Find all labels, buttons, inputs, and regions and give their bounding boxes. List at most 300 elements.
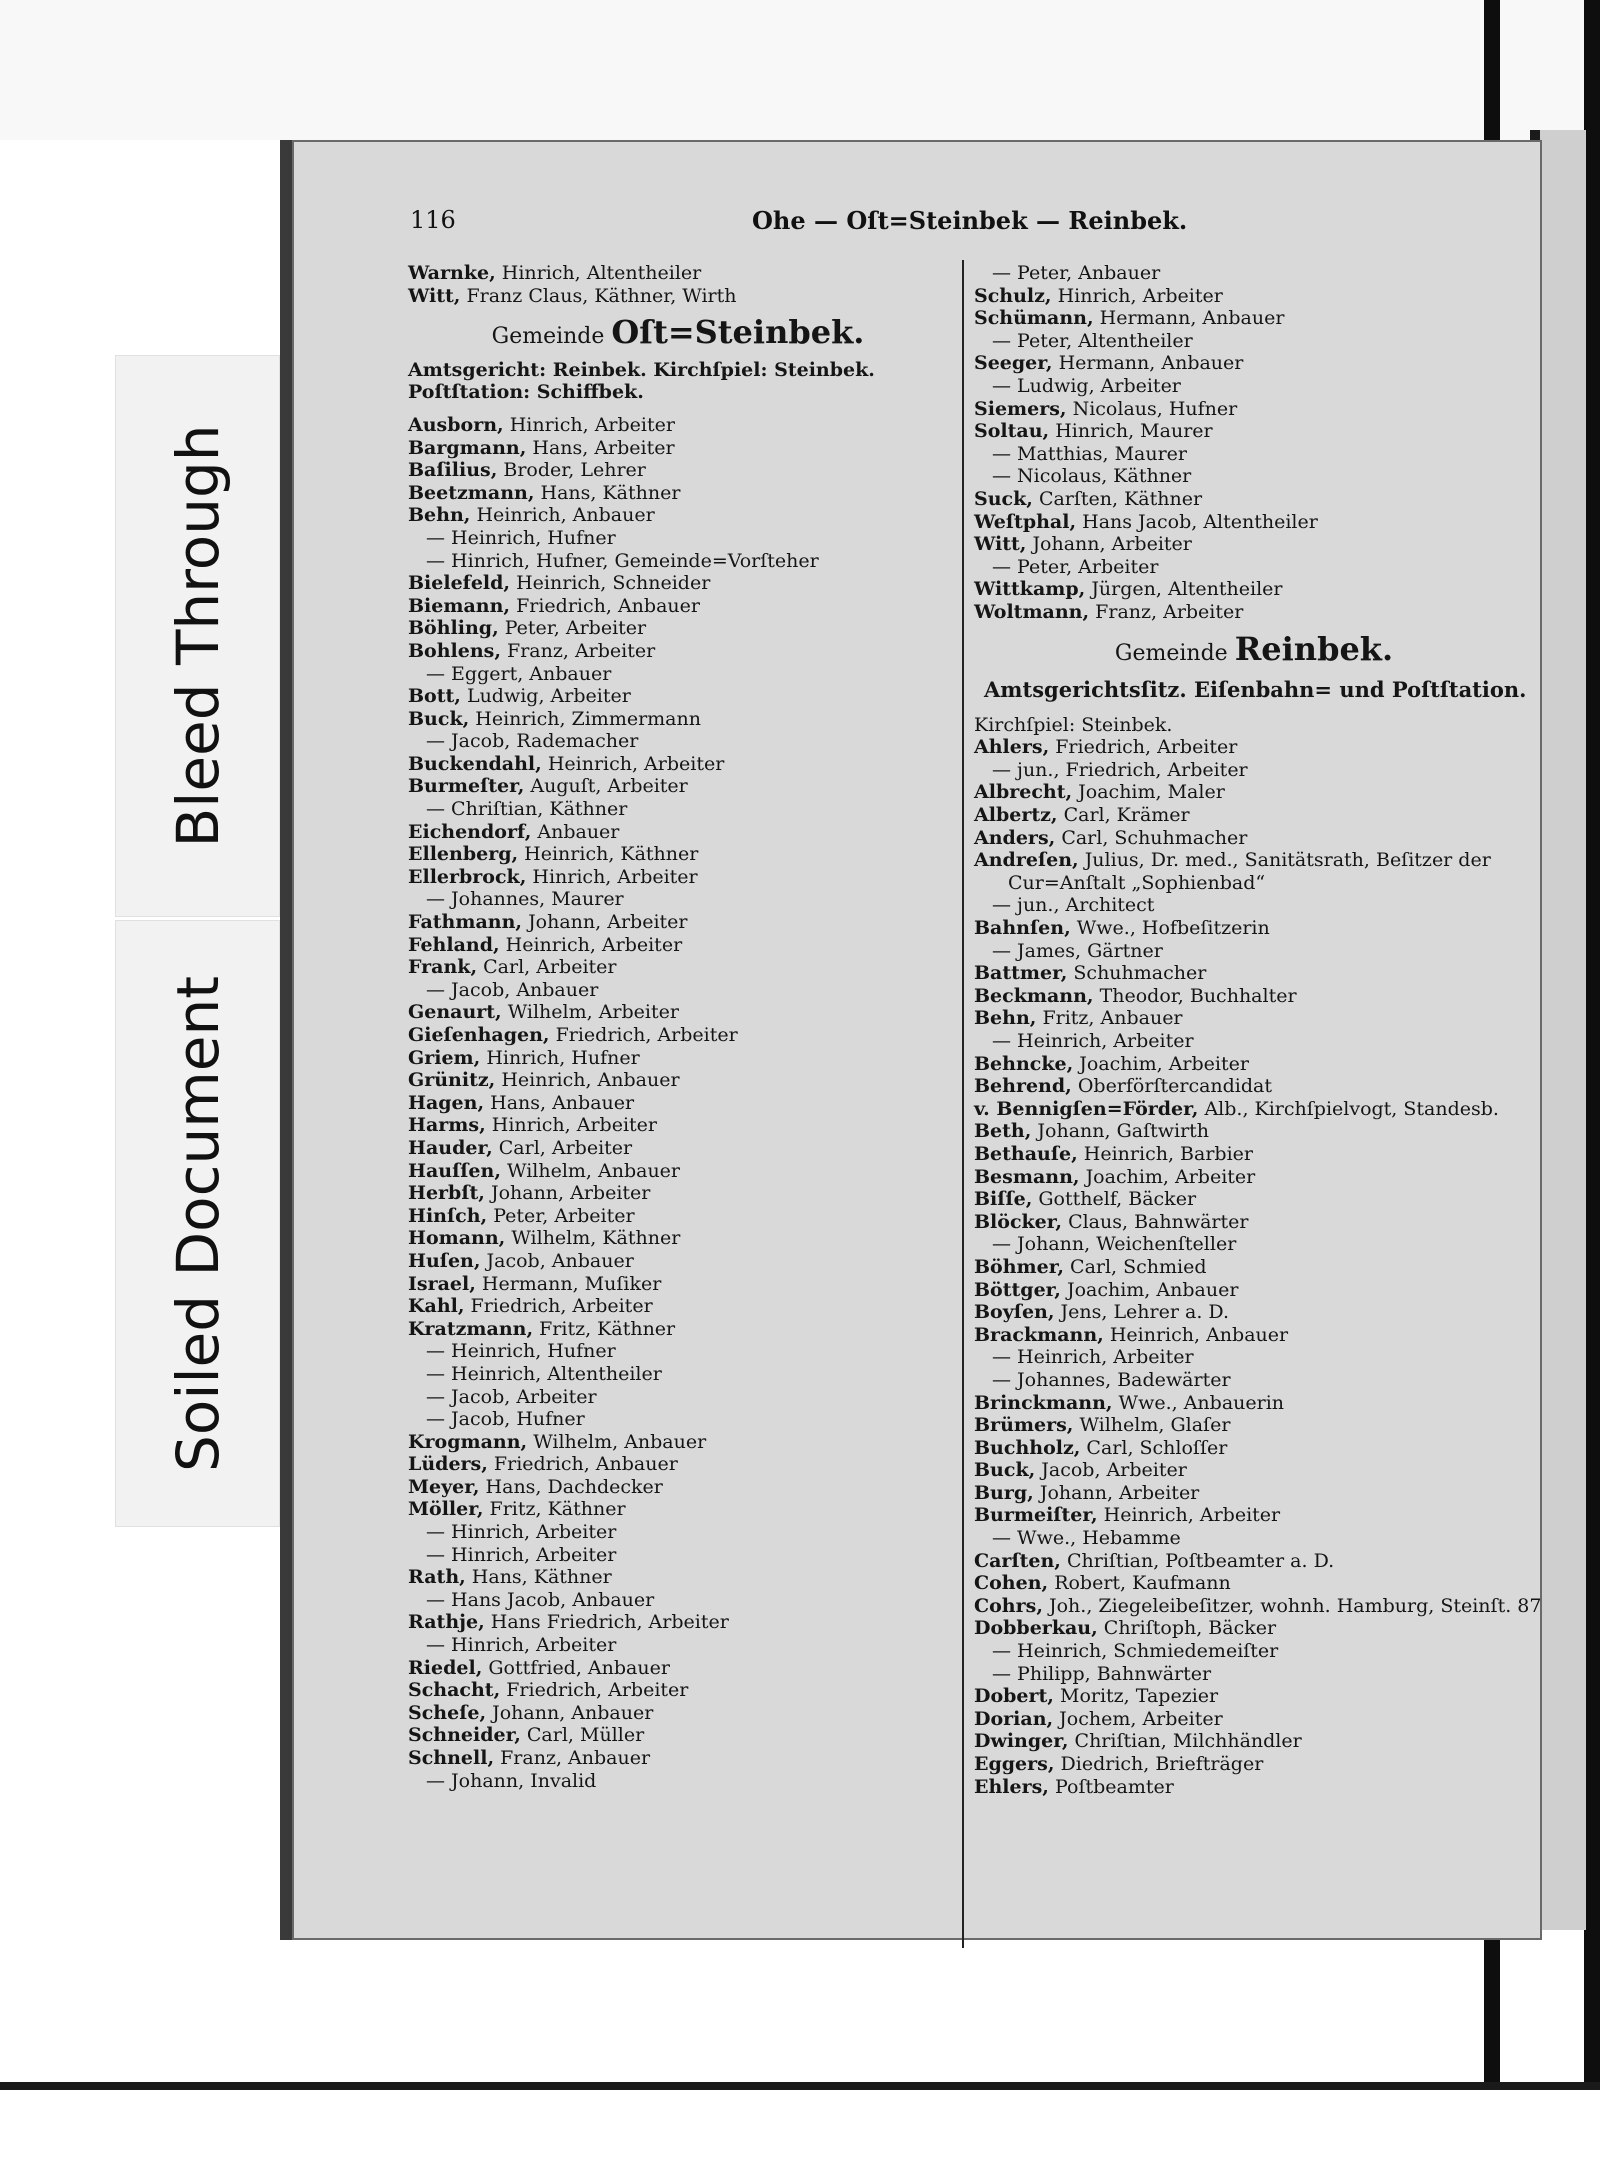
directory-entry xyxy=(974,1640,1534,1663)
entry-surname: Suck, xyxy=(974,487,1033,510)
entry-details: Jacob, Anbauer xyxy=(451,978,599,1001)
entry-surname: Rath, xyxy=(408,1566,466,1589)
entry-details: Johannes, Maurer xyxy=(451,888,624,911)
scan-background xyxy=(0,0,1600,140)
entry-details: Hans, Käthner xyxy=(471,1566,612,1589)
entry-details: Jacob, Anbauer xyxy=(486,1249,634,1272)
entry-details: Johann, Arbeiter xyxy=(1039,1481,1200,1504)
entry-details: Fritz, Käthner xyxy=(539,1317,676,1340)
entry-surname: Böttger, xyxy=(974,1278,1061,1301)
directory-entry xyxy=(408,1092,948,1115)
entry-surname: Buck, xyxy=(974,1459,1036,1482)
entry-details: Hans Jacob, Anbauer xyxy=(451,1588,655,1611)
entry-details: Hinrich, Maurer xyxy=(1055,420,1213,443)
directory-entry xyxy=(408,775,948,798)
page-number: 116 xyxy=(410,206,456,234)
entry-details: Heinrich, Barbier xyxy=(1083,1142,1253,1165)
entry-details: Joh., Ziegeleibeſitzer, wohnh. Hamburg, Steinſt. 87 xyxy=(1048,1594,1542,1617)
directory-entry xyxy=(974,1030,1534,1053)
entry-surname: Bethauſe, xyxy=(974,1142,1078,1165)
entry-details: Hermann, Muſiker xyxy=(481,1272,662,1295)
directory-entry xyxy=(974,262,1534,285)
entry-details: Heinrich, Zimmermann xyxy=(475,707,701,730)
entry-surname: Schacht, xyxy=(408,1679,501,1702)
entry-surname: — xyxy=(992,262,1011,284)
directory-entry xyxy=(408,753,948,776)
entry-surname: Anders, xyxy=(974,826,1056,849)
entry-surname: Brackmann, xyxy=(974,1323,1104,1346)
entry-details: Hinrich, Arbeiter xyxy=(1057,284,1223,307)
directory-entry xyxy=(408,1001,948,1024)
entry-surname: Eichendorf, xyxy=(408,820,532,843)
directory-entry xyxy=(408,1295,948,1318)
entry-surname: — xyxy=(426,978,445,1001)
entry-surname: — xyxy=(992,1030,1011,1052)
entry-surname: Dwinger, xyxy=(974,1730,1069,1753)
ost-steinbek-info-line-2: Poſtſtation: Schiffbek. xyxy=(408,381,644,404)
entry-details: Jacob, Rademacher xyxy=(451,730,639,753)
entry-details: Wwe., Anbauerin xyxy=(1118,1391,1285,1414)
directory-entry xyxy=(974,849,1534,872)
entry-surname: — xyxy=(426,1385,445,1408)
directory-entry xyxy=(408,1205,948,1228)
entry-details: Jens, Lehrer a. D. xyxy=(1060,1301,1229,1324)
entry-details: Heinrich, Arbeiter xyxy=(1017,1030,1194,1052)
right-column xyxy=(974,262,1542,1798)
entry-surname: Griem, xyxy=(408,1046,481,1069)
entry-details: Jacob, Hufner xyxy=(451,1408,585,1431)
entry-details: Wilhelm, Anbauer xyxy=(533,1430,707,1453)
directory-entry xyxy=(974,1504,1534,1527)
entry-details: Hinrich, Arbeiter xyxy=(451,1634,617,1657)
scan-bottom-border xyxy=(0,2082,1600,2090)
directory-entry xyxy=(974,1369,1534,1392)
entry-details: Chriſtian, Käthner xyxy=(451,798,628,821)
entry-surname: Warnke, xyxy=(408,262,496,284)
entry-details: Chriſtian, Poſtbeamter a. D. xyxy=(1066,1549,1335,1572)
entry-details: Fritz, Anbauer xyxy=(1042,1007,1183,1030)
directory-entry xyxy=(408,459,948,482)
directory-entry xyxy=(408,1318,948,1341)
next-page-edge xyxy=(1540,130,1586,1930)
entry-details: Jacob, Arbeiter xyxy=(451,1385,597,1408)
directory-entry xyxy=(974,1437,1534,1460)
directory-entry xyxy=(974,578,1534,601)
entry-details: Friedrich, Anbauer xyxy=(493,1453,678,1476)
entry-details: Friedrich, Arbeiter xyxy=(470,1295,653,1318)
directory-entry xyxy=(974,1414,1534,1437)
directory-entry xyxy=(408,482,948,505)
gemeinde-ost-steinbek-heading: Gemeinde Oſt=Steinbek. xyxy=(491,313,865,352)
directory-entry xyxy=(408,617,948,640)
directory-entry xyxy=(408,821,948,844)
entry-details: Joachim, Anbauer xyxy=(1066,1278,1239,1301)
entry-surname: Frank, xyxy=(408,956,478,979)
entry-surname: Beetzmann, xyxy=(408,481,535,504)
entry-details: Carl, Schuhmacher xyxy=(1061,826,1248,849)
entry-details: Hinrich, Arbeiter xyxy=(451,1521,617,1544)
entry-surname: — xyxy=(992,939,1011,962)
entry-details: Nicolaus, Käthner xyxy=(1017,465,1192,488)
entry-surname: Carſten, xyxy=(974,1549,1061,1572)
entry-details: Franz, Arbeiter xyxy=(1095,600,1244,623)
entry-details: Friedrich, Arbeiter xyxy=(1055,736,1238,759)
directory-entry xyxy=(408,640,948,663)
entry-details: Peter, Anbauer xyxy=(1017,262,1161,284)
entry-surname: — xyxy=(426,1588,445,1611)
entry-surname: Battmer, xyxy=(974,962,1068,985)
entry-details: Hans Jacob, Altentheiler xyxy=(1082,510,1318,533)
directory-entry xyxy=(408,1024,948,1047)
entry-surname: v. Bennigſen=Förder, xyxy=(974,1097,1199,1120)
directory-entry xyxy=(408,1182,948,1205)
directory-entry xyxy=(974,330,1534,353)
entry-details: Carſten, Käthner xyxy=(1038,487,1203,510)
entry-details: Wilhelm, Arbeiter xyxy=(507,1001,679,1024)
directory-entry xyxy=(408,685,948,708)
directory-entry xyxy=(974,1550,1534,1573)
entry-surname: — xyxy=(992,555,1011,578)
entry-surname: — xyxy=(992,465,1011,488)
entry-details: Fritz, Käthner xyxy=(489,1498,626,1521)
reinbek-info-line-2: Kirchſpiel: Steinbek. xyxy=(974,713,1173,736)
entry-details: Hinrich, Altentheiler xyxy=(501,262,702,284)
directory-entry xyxy=(974,1346,1534,1369)
entry-details: Franz, Anbauer xyxy=(500,1747,651,1769)
directory-entry xyxy=(974,1594,1542,1618)
entry-surname: Besmann, xyxy=(974,1165,1080,1188)
entry-details: Auguſt, Arbeiter xyxy=(530,775,688,798)
directory-entry xyxy=(974,285,1534,308)
directory-entry xyxy=(974,420,1534,443)
entry-details: Hans, Käthner xyxy=(540,481,681,504)
entry-surname: Eggers, xyxy=(974,1753,1055,1775)
entry-details: Gottfried, Anbauer xyxy=(488,1656,670,1679)
bleed-through-label: Bleed Through xyxy=(115,355,280,917)
entry-details: Schuhmacher xyxy=(1073,962,1207,985)
entry-surname: Beckmann, xyxy=(974,984,1094,1007)
entry-surname: Behn, xyxy=(408,504,471,527)
reinbek-info-line-1: Amtsgerichtsſitz. Eiſenbahn= und Poſtſtation. xyxy=(984,677,1527,703)
entry-details: Carl, Krämer xyxy=(1063,804,1190,827)
entry-details: Joachim, Arbeiter xyxy=(1079,1052,1249,1075)
entry-details: Chriſtoph, Bäcker xyxy=(1103,1617,1277,1640)
directory-entry xyxy=(974,1572,1534,1595)
entry-surname: Beth, xyxy=(974,1120,1032,1143)
entry-details: Hinrich, Hufner xyxy=(486,1046,640,1069)
entry-surname: — xyxy=(426,662,445,685)
entry-details: Peter, Arbeiter xyxy=(493,1204,635,1227)
entry-surname: Wittkamp, xyxy=(974,578,1086,601)
entry-surname: — xyxy=(426,1769,445,1792)
directory-entry xyxy=(408,708,948,731)
directory-entry xyxy=(974,1098,1534,1121)
directory-entry xyxy=(408,1047,948,1070)
entry-details: Jochem, Arbeiter xyxy=(1059,1707,1223,1730)
entry-details: Oberförſtercandidat xyxy=(1077,1075,1273,1098)
entry-surname: Schneider, xyxy=(408,1724,521,1747)
entry-surname: Albrecht, xyxy=(974,781,1073,804)
entry-surname: Lüders, xyxy=(408,1453,488,1476)
entry-surname: — xyxy=(992,1662,1011,1685)
entry-details: Hans, Anbauer xyxy=(490,1091,635,1114)
entry-details: Johann, Anbauer xyxy=(492,1701,654,1724)
directory-entry xyxy=(974,398,1534,421)
entry-surname: Buchholz, xyxy=(974,1436,1081,1459)
entry-surname: — xyxy=(992,1233,1011,1256)
directory-entry xyxy=(974,1685,1534,1708)
entry-details: Heinrich, Schneider xyxy=(516,572,711,595)
directory-entry xyxy=(408,1657,948,1680)
entry-details: Heinrich, Arbeiter xyxy=(547,752,725,775)
directory-entry xyxy=(408,730,948,753)
entry-surname: Behncke, xyxy=(974,1052,1074,1075)
entry-details: Heinrich, Arbeiter xyxy=(505,933,683,956)
entry-surname: — xyxy=(992,374,1011,397)
entry-surname: Krogmann, xyxy=(408,1430,528,1453)
directory-entry xyxy=(408,1702,948,1725)
directory-entry xyxy=(974,1753,1534,1776)
directory-entry xyxy=(974,1301,1534,1324)
entry-details: Johannes, Badewärter xyxy=(1017,1368,1231,1391)
directory-entry xyxy=(974,1482,1534,1505)
entry-details: Johann, Arbeiter xyxy=(528,911,688,934)
entry-surname: Riedel, xyxy=(408,1656,483,1679)
entry-surname: Bielefeld, xyxy=(408,572,511,595)
entry-details: Nicolaus, Hufner xyxy=(1072,397,1238,420)
entry-surname: Harms, xyxy=(408,1114,486,1137)
entry-details: Wilhelm, Käthner xyxy=(511,1227,681,1250)
directory-entry xyxy=(408,1770,948,1793)
directory-entry xyxy=(408,437,948,460)
entry-surname: — xyxy=(992,894,1011,917)
entry-surname: — xyxy=(426,730,445,753)
entry-details: Hinrich, Arbeiter xyxy=(509,413,675,436)
entry-details: Heinrich, Anbauer xyxy=(501,1069,680,1092)
entry-surname: Fehland, xyxy=(408,933,500,956)
entry-surname: Schümann, xyxy=(974,307,1094,330)
directory-entry xyxy=(408,550,948,573)
entry-details: Friedrich, Anbauer xyxy=(516,594,700,617)
ost-steinbek-info-line-1: Amtsgericht: Reinbek. Kirchſpiel: Steinbek. xyxy=(408,358,875,381)
entry-surname: — xyxy=(992,329,1011,352)
directory-entry xyxy=(408,1273,948,1296)
directory-entry xyxy=(974,1188,1534,1211)
entry-surname: — xyxy=(426,1543,445,1566)
directory-entry xyxy=(408,911,948,934)
directory-entry xyxy=(408,1679,948,1702)
entry-surname: — xyxy=(426,1362,445,1385)
entry-surname: Dobert, xyxy=(974,1685,1054,1708)
entry-surname: Kahl, xyxy=(408,1295,465,1318)
directory-entry xyxy=(408,1363,948,1386)
entry-details: Wilhelm, Glaſer xyxy=(1079,1414,1231,1437)
entry-details: Cur=Anſtalt „Sophienbad“ xyxy=(1008,871,1266,894)
entry-details: Ludwig, Arbeiter xyxy=(466,685,631,708)
directory-entry xyxy=(974,872,1534,895)
directory-entry xyxy=(408,414,948,437)
entry-surname: — xyxy=(992,758,1011,781)
entry-surname: Scheſe, xyxy=(408,1701,487,1724)
entry-surname: Weſtphal, xyxy=(974,510,1077,533)
entry-surname: Bohlens, xyxy=(408,639,501,662)
entry-details: Theodor, Buchhalter xyxy=(1099,984,1297,1007)
entry-details: Friedrich, Arbeiter xyxy=(555,1024,738,1046)
directory-entry xyxy=(408,1724,948,1747)
entry-surname: Brinckmann, xyxy=(974,1391,1113,1414)
entry-surname: Behrend, xyxy=(974,1075,1072,1098)
directory-entry xyxy=(408,285,948,308)
entry-details: Heinrich, Hufner xyxy=(451,526,616,549)
directory-entry xyxy=(974,781,1534,804)
directory-entry xyxy=(974,1075,1534,1098)
entry-details: Carl, Arbeiter xyxy=(498,1136,633,1159)
directory-entry xyxy=(974,894,1534,917)
directory-entry xyxy=(974,1617,1534,1640)
entry-details: Broder, Lehrer xyxy=(503,459,646,482)
entry-surname: Blöcker, xyxy=(974,1210,1063,1233)
directory-entry xyxy=(408,866,948,889)
directory-entry xyxy=(974,533,1534,556)
directory-entry xyxy=(974,827,1534,850)
entry-details: Julius, Dr. med., Sanitätsrath, Beſitzer der xyxy=(1084,849,1491,872)
entry-surname: Schulz, xyxy=(974,284,1052,307)
directory-entry xyxy=(408,1160,948,1183)
left-column xyxy=(408,262,948,1792)
entry-details: Johann, Invalid xyxy=(451,1769,597,1792)
directory-entry xyxy=(974,556,1534,579)
directory-entry xyxy=(974,1007,1534,1030)
entry-details: Johann, Gaſtwirth xyxy=(1037,1120,1210,1143)
directory-entry xyxy=(408,1611,948,1634)
entry-surname: Baſilius, xyxy=(408,459,498,482)
directory-entry xyxy=(974,1053,1534,1076)
directory-entry xyxy=(974,1776,1534,1799)
entry-surname: Bahnſen, xyxy=(974,917,1071,940)
entry-details: Joachim, Arbeiter xyxy=(1085,1165,1256,1188)
entry-surname: Behn, xyxy=(974,1007,1037,1030)
directory-entry xyxy=(974,1663,1534,1686)
entry-details: Wilhelm, Anbauer xyxy=(507,1159,681,1182)
directory-entry xyxy=(408,888,948,911)
entry-details: Heinrich, Arbeiter xyxy=(1017,1346,1194,1369)
directory-entry xyxy=(408,1250,948,1273)
entry-details: Johann, Weichenſteller xyxy=(1017,1233,1237,1256)
entry-details: Heinrich, Hufner xyxy=(451,1340,616,1363)
entry-details: Wwe., Hebamme xyxy=(1017,1527,1181,1550)
entry-details: Heinrich, Anbauer xyxy=(476,504,655,527)
directory-entry xyxy=(974,736,1534,759)
directory-entry xyxy=(408,1544,948,1567)
entry-surname: — xyxy=(426,1340,445,1363)
directory-entry xyxy=(408,663,948,686)
entry-surname: Seeger, xyxy=(974,352,1053,375)
entry-surname: Ellenberg, xyxy=(408,843,519,866)
entry-surname: — xyxy=(992,1346,1011,1369)
directory-entry xyxy=(408,1453,948,1476)
entry-details: jun., Architect xyxy=(1017,894,1155,917)
directory-entry xyxy=(974,1279,1534,1302)
directory-entry xyxy=(974,1459,1534,1482)
directory-entry xyxy=(408,504,948,527)
entry-surname: Genaurt, xyxy=(408,1001,502,1024)
entry-details: Friedrich, Arbeiter xyxy=(506,1679,689,1702)
entry-details: Hinrich, Arbeiter xyxy=(532,865,698,888)
directory-entry xyxy=(974,917,1534,940)
entry-surname: — xyxy=(426,1408,445,1431)
directory-entry xyxy=(974,1120,1534,1143)
entry-surname: Burmeſter, xyxy=(408,775,525,798)
entry-surname: Hagen, xyxy=(408,1091,485,1114)
reinbek-info xyxy=(974,675,1534,736)
directory-entry xyxy=(974,1527,1534,1550)
entry-details: Carl, Arbeiter xyxy=(483,956,617,979)
entry-details: Johann, Arbeiter xyxy=(490,1182,651,1205)
directory-entry xyxy=(974,962,1534,985)
entry-surname: Ehlers, xyxy=(974,1775,1049,1798)
entry-surname: Hinſch, xyxy=(408,1204,488,1227)
entry-surname: Dorian, xyxy=(974,1707,1054,1730)
directory-entry xyxy=(408,1589,948,1612)
entry-details: Franz Claus, Käthner, Wirth xyxy=(466,284,737,307)
entry-details: Peter, Altentheiler xyxy=(1017,329,1193,352)
directory-entry xyxy=(408,979,948,1002)
directory-entry xyxy=(974,1211,1534,1234)
directory-entry xyxy=(408,262,948,285)
directory-entry xyxy=(408,1747,948,1770)
entry-details: Hinrich, Arbeiter xyxy=(491,1114,657,1137)
entry-details: Hans Friedrich, Arbeiter xyxy=(490,1611,729,1634)
entry-details: Carl, Schmied xyxy=(1070,1255,1207,1278)
entry-surname: — xyxy=(426,526,445,549)
entry-surname: Burmeiſter, xyxy=(974,1504,1098,1527)
directory-entry xyxy=(974,1324,1534,1347)
soiled-document-label: Soiled Document xyxy=(115,920,280,1527)
entry-surname: Böhmer, xyxy=(974,1255,1064,1278)
entry-surname: — xyxy=(992,1527,1011,1550)
entry-details: Chriſtian, Milchhändler xyxy=(1074,1730,1302,1753)
entry-surname: — xyxy=(426,549,445,572)
entry-details: Franz, Arbeiter xyxy=(507,639,656,662)
entry-details: Hinrich, Hufner, Gemeinde=Vorſteher xyxy=(451,549,819,572)
entry-surname: Siemers, xyxy=(974,397,1067,420)
entry-details: Jürgen, Altentheiler xyxy=(1091,578,1283,601)
entry-surname: Herbſt, xyxy=(408,1182,485,1205)
entry-surname: — xyxy=(426,1521,445,1544)
entry-details: Robert, Kaufmann xyxy=(1054,1572,1231,1595)
directory-entry xyxy=(974,511,1534,534)
entry-surname: Cohen, xyxy=(974,1572,1049,1595)
directory-entry xyxy=(974,804,1534,827)
entry-surname: Israel, xyxy=(408,1272,476,1295)
entry-surname: Hauſſen, xyxy=(408,1159,501,1182)
entry-surname: Rathje, xyxy=(408,1611,485,1634)
directory-entry xyxy=(408,1566,948,1589)
entry-surname: Albertz, xyxy=(974,804,1058,827)
entry-details: Joachim, Maler xyxy=(1078,781,1225,804)
entry-surname: — xyxy=(426,888,445,911)
entry-surname: Witt, xyxy=(408,284,461,307)
directory-entry xyxy=(974,1708,1534,1731)
entry-surname: Böhling, xyxy=(408,617,499,640)
entry-details: James, Gärtner xyxy=(1017,939,1163,962)
entry-details: Carl, Schloſſer xyxy=(1086,1436,1228,1459)
entry-surname: Schnell, xyxy=(408,1747,495,1769)
entry-details: Peter, Arbeiter xyxy=(504,617,647,640)
entry-surname: Witt, xyxy=(974,533,1027,556)
directory-entry xyxy=(974,985,1534,1008)
gemeinde-reinbek-heading: Gemeinde Reinbek. xyxy=(1114,629,1394,668)
